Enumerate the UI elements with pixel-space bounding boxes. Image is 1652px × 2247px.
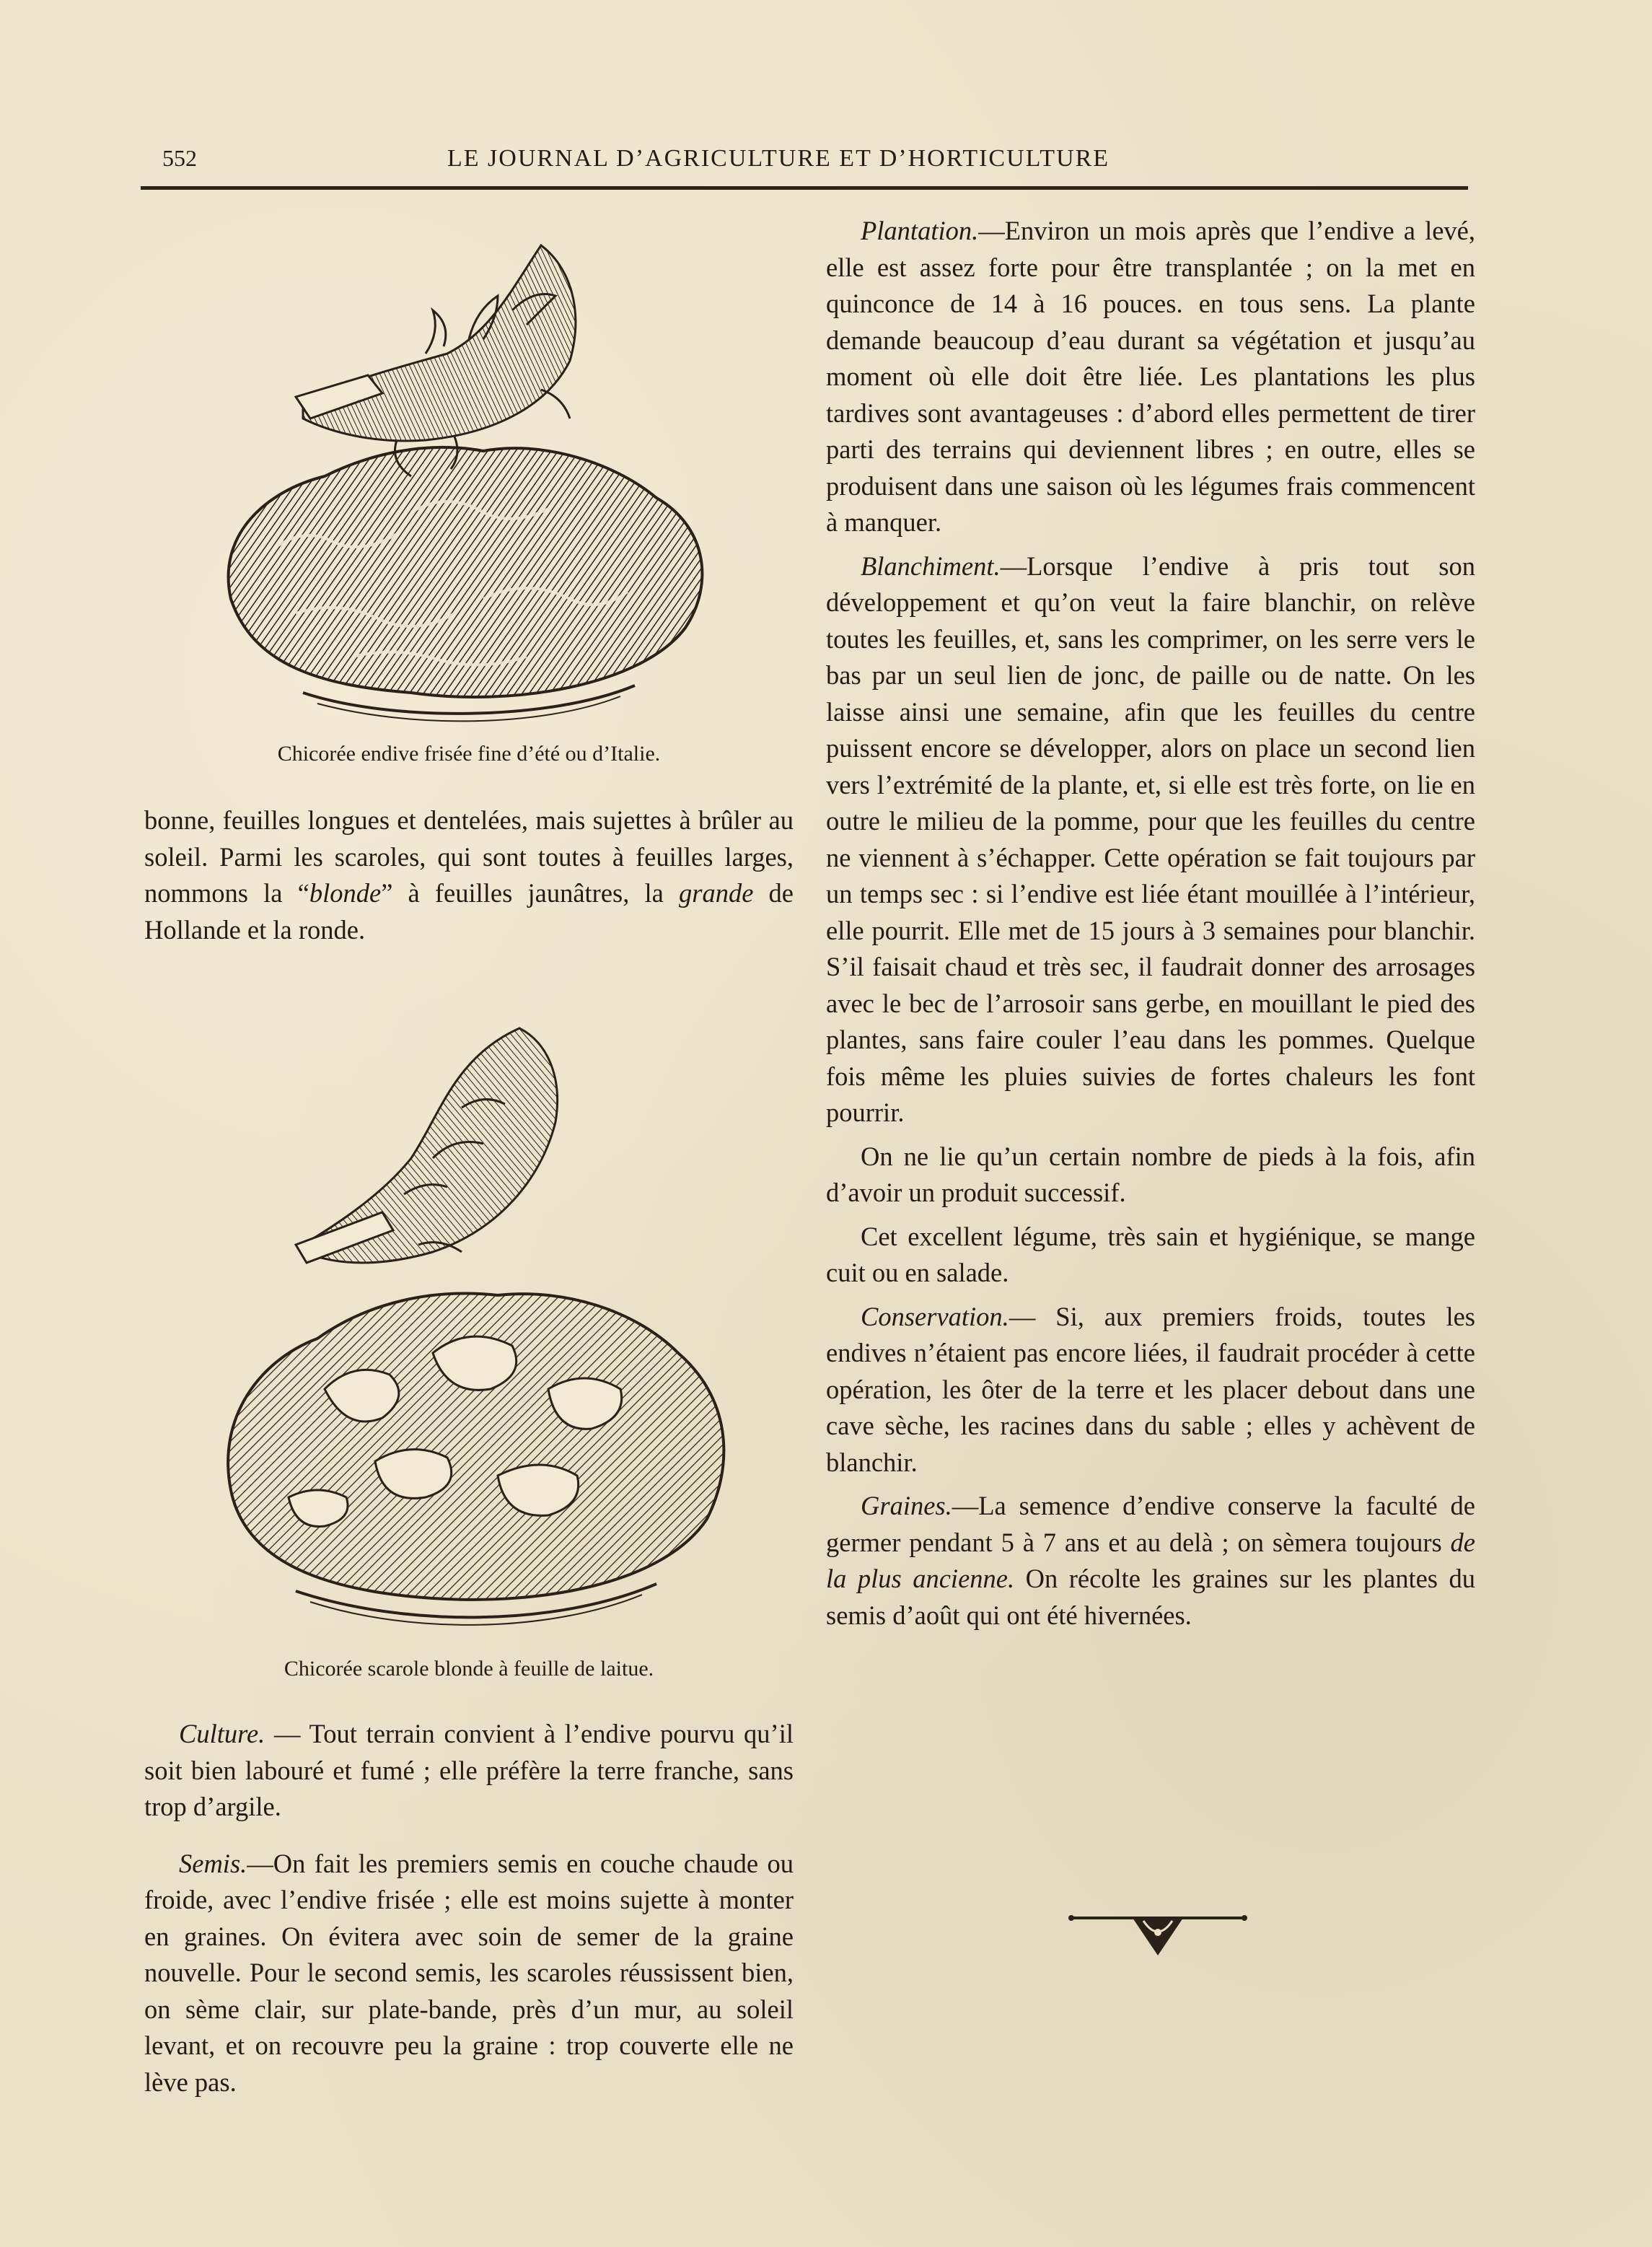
paragraph-conservation (826, 1299, 1475, 1481)
text-span: —Lorsque l’endive à pris tout son développement et qu’on veut la faire blanchir, on relève toutes les feuilles, et, sans les comprimer, on les serre vers le bas par un seul lien de jonc, de paille ou de natte. On les laisse ainsi une semaine, afin que les feuilles du centre puissent encore se développer, alors on place un second lien vers l’extrémité de la plante, et, si elle est très forte, on lie en outre le milieu de la pomme, pour que les feuilles du centre ne viennent à s’échapper. Cette opération se fait toujours par un temps sec : si l’endive est liée étant mouillée à l’intérieur, elle pourrit. Elle met de 15 jours à 3 semaines pour blanchir. S’il faisait chaud et très sec, il faudrait donner des arrosages avec le bec de l’arrosoir sans gerbe, en mouillant le pied des plantes, sans faire couler l’eau dans les pommes. Quelque fois même les pluies suivies de fortes chaleurs les font pourrir. (826, 551, 1475, 1127)
italic-blonde: blonde (309, 878, 382, 908)
left-column-top (144, 802, 794, 948)
paragraph-culture (144, 1716, 794, 1826)
paragraph-plantation (826, 213, 1475, 541)
chicory-scarole-engraving (216, 1014, 736, 1642)
scarole-leaf (296, 1028, 558, 1263)
scarole-plant (228, 1294, 724, 1625)
heading-plantation: Plantation. (861, 216, 979, 245)
heading-culture: Culture. (179, 1719, 265, 1748)
paragraph-blanchiment (826, 548, 1475, 1131)
tailpiece-ornament (1064, 1905, 1252, 1963)
text-span: — Tout terrain convient à l’endive pourvu qu’il soit bien labouré et fumé ; elle préfère la terre franche, sans trop d’argile. (144, 1719, 794, 1821)
heading-graines: Graines. (861, 1491, 952, 1520)
text-span: de Hollande et la ronde. (144, 878, 794, 945)
text-span: —On fait les premiers semis en couche chaude ou froide, avec l’endive frisée ; elle est moins sujette à monter en graines. On évitera avec soin de semer de la graine nouvelle. Pour le second semis, les scaroles réussissent bien, on sème clair, sur plate-bande, près d’un mur, au soleil levant, et on recouvre peu la graine : trop couverte elle ne lève pas. (144, 1848, 794, 2097)
left-column-bottom (144, 1716, 794, 2101)
header-rule (141, 186, 1468, 190)
frisee-plant (229, 447, 703, 722)
paragraph-scaroles (144, 802, 794, 948)
heading-blanchiment: Blanchiment. (861, 551, 1001, 581)
text-span: ” à feuilles jaunâtres, la (381, 878, 679, 908)
italic-plus-ancienne: de la plus ancienne. (826, 1527, 1475, 1593)
heading-semis: Semis. (179, 1848, 247, 1878)
frisee-leaf (296, 245, 576, 476)
figure-caption-2: Chicorée scarole blonde à feuille de laitue. (284, 1657, 654, 1681)
text-span: On récolte les graines sur les plantes du semis d’août qui ont été hivernées. (826, 1564, 1475, 1630)
chicory-frisee-engraving (209, 224, 729, 729)
paragraph-graines (826, 1488, 1475, 1634)
running-title: LE JOURNAL D’AGRICULTURE ET D’HORTICULTURE (447, 145, 1110, 172)
text-span: —Environ un mois après que l’endive a levé, elle est assez forte pour être transplantée ; on la met en quinconce de 14 à 16 pouces. en tous sens. La plante demande beaucoup d’eau durant sa végétation et jusqu’au moment où elle doit être liée. Les plantations les plus tardives sont avantageuses : d’abord elles permettent de tirer parti des terrains qui deviennent libres ; en outre, elles se produisent dans une saison où les légumes frais commencent à manquer. (826, 216, 1475, 537)
text-span: — Si, aux premiers froids, toutes les endives n’étaient pas encore liées, il faudrait procéder à cette opération, les ôter de la terre et les placer debout dans une cave sèche, les racines dans du sable ; elles y achèvent de blanchir. (826, 1301, 1475, 1477)
paragraph-pieds: On ne lie qu’un certain nombre de pieds à la fois, afin d’avoir un produit successif. (826, 1141, 1475, 1207)
paragraph-semis (144, 1846, 794, 2101)
page-number: 552 (162, 145, 197, 171)
text-span: bonne, feuilles longues et dentelées, mais sujettes à brûler au soleil. Parmi les scaroles, qui sont toutes à feuilles larges, nommons la “ (144, 805, 794, 908)
heading-conservation: Conservation. (861, 1301, 1009, 1331)
paragraph-legume: Cet excellent légume, très sain et hygiénique, se mange cuit ou en salade. (826, 1221, 1475, 1287)
right-column (826, 213, 1475, 1634)
page-header (141, 141, 1468, 184)
text-span: —La semence d’endive conserve la faculté de germer pendant 5 à 7 ans et au delà ; on sèmera toujours (826, 1491, 1475, 1557)
figure-caption-1: Chicorée endive frisée fine d’été ou d’Italie. (277, 742, 661, 766)
italic-grande: grande (679, 878, 754, 908)
